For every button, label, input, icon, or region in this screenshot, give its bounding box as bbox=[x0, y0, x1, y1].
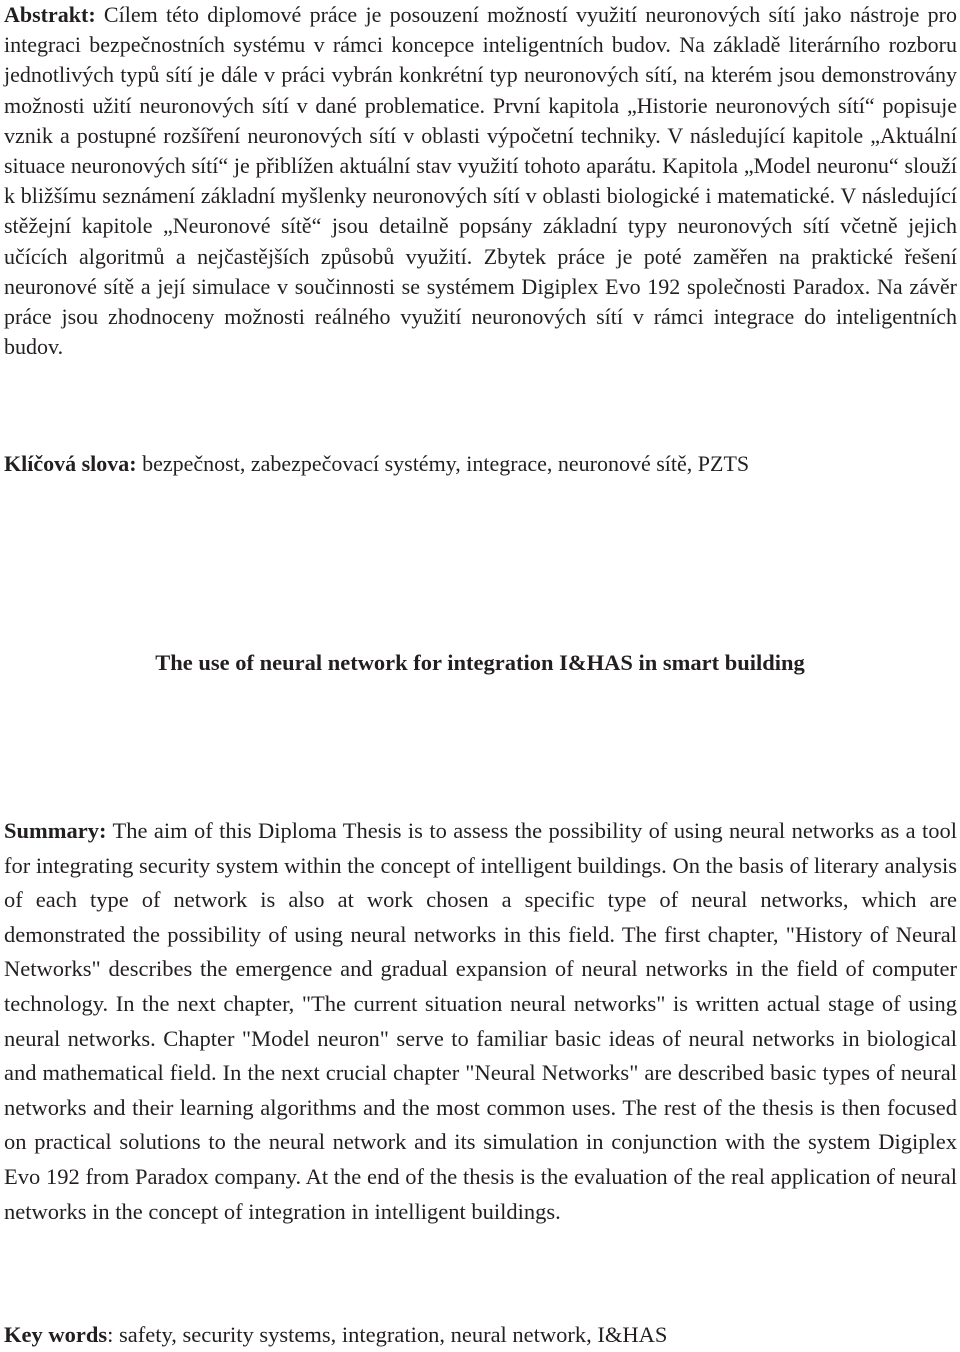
abstract-cz-text: Cílem této diplomové práce je posouzení možností využití neuronových sítí jako nástroje pro integraci bezpečnostních systému v rámci koncepce inteligentních budov. Na základě literárního rozboru jednotlivých typů sítí je dále v práci vybrán konkrétní typ neuronových sítí, na kterém jsou demonstrovány možnosti užití neuronových sítí v dané problematice. První kapitola „Historie neuronových sítí“ popisuje vznik a postupné rozšíření neuronových sítí v oblasti výpočetní techniky. V následující kapitole „Aktuální situace neuronových sítí“ je přiblížen aktuální stav využití tohoto aparátu. Kapitola „Model neuronu“ slouží k bližšímu seznámení základní myšlenky neuronových sítí v oblasti biologické i matematické. V následující stěžejní kapitole „Neuronové sítě“ jsou detailně popsány základní typy neuronových sítí včetně jejich učících algoritmů a nejčastějších způsobů využití. Zbytek práce je poté zaměřen na praktické řešení neuronové sítě a její simulace v součinnosti se systémem Digiplex Evo 192 společnosti Paradox. Na závěr práce jsou zhodnoceny možnosti reálného využití neuronových sítí v rámci integrace do inteligentních budov. bbox=[4, 2, 957, 360]
summary-en-text: The aim of this Diploma Thesis is to assess the possibility of using neural networks as a tool for integrating security system within the concept of intelligent buildings. On the basis of literary analysis of each type of network is also at work chosen a specific type of neural networks, which are demonstrated the possibility of using neural networks in this field. The first chapter, "History of Neural Networks" describes the emergence and gradual expansion of neural networks in the field of computer technology. In the next chapter, "The current situation neural networks" is written actual stage of using neural networks. Chapter "Model neuron" serve to familiar basic ideas of neural networks in biological and mathematical field. In the next crucial chapter "Neural Networks" are described basic types of neural networks and their learning algorithms and the most common uses. The rest of the thesis is then focused on practical solutions to the neural network and its simulation in conjunction with the system Digiplex Evo 192 from Paradox company. At the end of the thesis is the evaluation of the real application of neural networks in the concept of integration in intelligent buildings. bbox=[4, 818, 957, 1224]
keywords-en-paragraph bbox=[4, 1320, 957, 1350]
summary-en-paragraph bbox=[4, 814, 957, 1229]
abstract-cz-paragraph bbox=[4, 0, 957, 362]
keywords-en-text: : safety, security systems, integration, neural network, I&HAS bbox=[107, 1322, 668, 1347]
english-title: The use of neural network for integration I&HAS in smart building bbox=[155, 650, 805, 675]
keywords-cz-paragraph bbox=[4, 449, 957, 479]
summary-en-label: Summary: bbox=[4, 818, 107, 843]
keywords-en-label: Key words bbox=[4, 1322, 108, 1347]
keywords-cz-label: Klíčová slova: bbox=[4, 451, 137, 476]
keywords-cz-text: bezpečnost, zabezpečovací systémy, integrace, neuronové sítě, PZTS bbox=[136, 451, 750, 476]
abstract-cz-label: Abstrakt: bbox=[4, 2, 96, 27]
